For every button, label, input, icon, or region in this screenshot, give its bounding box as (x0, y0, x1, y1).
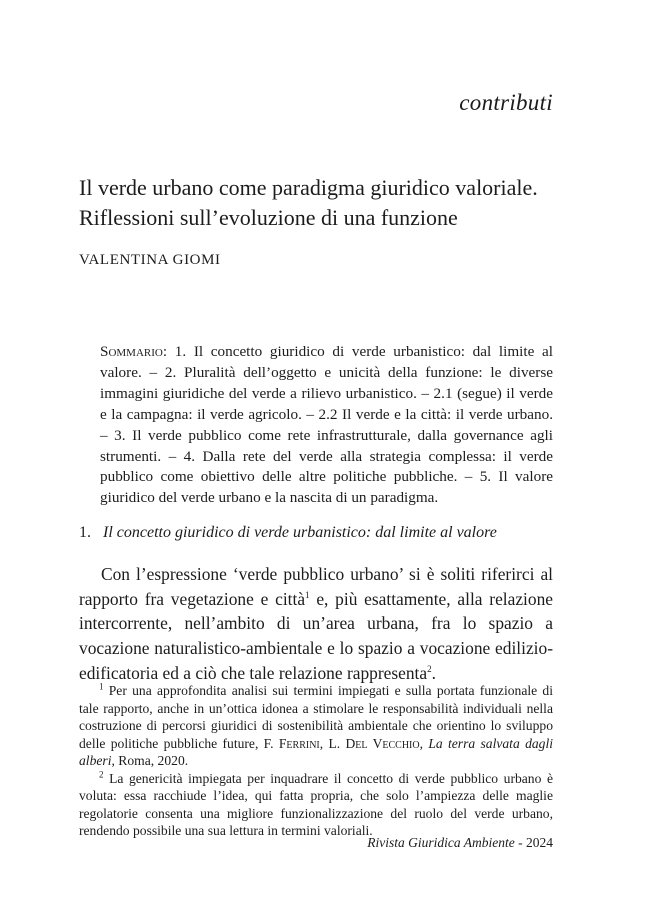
footnotes (79, 682, 553, 840)
section-heading (79, 524, 497, 542)
footer-separator: - (514, 835, 526, 850)
summary (100, 342, 553, 509)
footnote-1-number: 1 (99, 681, 104, 692)
footnote-1-author-1: Ferrini (278, 735, 320, 751)
footer-journal: Rivista Giuridica Ambiente (367, 835, 515, 850)
section-number: 1. (79, 524, 91, 541)
footnote-1 (79, 682, 553, 770)
body-text-part-1: Con l’espressione ‘verde pubblico urbano’ si è soliti riferirci al rapporto fra vegetazione e città (79, 564, 553, 609)
section-heading-text: Il concetto giuridico di verde urbanistico: dal limite al valore (103, 524, 497, 541)
page-footer (367, 835, 553, 851)
footnote-1-text: Per una approfondita analisi sui termini impiegati e sulla portata funzionale di tale rapporto, anche in un’ottica idonea a stimolare le responsabilità individuali nella costruzione di percorsi giuridici di sostenibilità ambientale che orientino lo sviluppo delle politiche pubbliche future, F. (79, 683, 553, 751)
footnote-ref-2: 2 (427, 664, 432, 675)
summary-text: : 1. Il concetto giuridico di verde urbanistico: dal limite al valore. – 2. Pluralità dell’oggetto e unicità della funzione: le diverse immagini giuridiche del verde a rilievo urbanistico. – 2.1 (segue) il verde e la campagna: il verde agricolo. – 2.2 Il verde e la città: il verde urbano. – 3. Il verde pubblico come rete infrastrutturale, dalla governance agli strumenti. – 4. Dalla rete del verde alla strategia complessa: il verde pubblico come obiettivo delle altre politiche pubbliche. – 5. Il valore giuridico del verde urbano e la nascita di un paradigma. (100, 343, 553, 507)
section-label: contributi (459, 90, 553, 115)
body-text-part-3: . (431, 662, 436, 683)
footnote-1-end: , Roma, 2020. (111, 753, 189, 768)
article-title-line-2: Riflessioni sull’evoluzione di una funzione (79, 205, 458, 230)
footnote-1-author-2: Del Vecchio (345, 735, 420, 751)
footnote-2 (79, 770, 553, 840)
footnote-1-book-title: La terra salvata dagli alberi (79, 735, 554, 768)
article-author: VALENTINA GIOMI (79, 252, 221, 268)
footnote-1-comma: , (419, 735, 429, 751)
article-title-line-1: Il verde urbano come paradigma giuridico valoriale. (79, 175, 538, 200)
article-title (79, 173, 579, 233)
footnote-ref-1: 1 (305, 589, 310, 600)
footnote-2-number: 2 (99, 768, 104, 779)
summary-label: Sommario (100, 343, 163, 360)
body-paragraph (79, 562, 553, 686)
footnote-1-separator: , L. (319, 735, 346, 751)
body-text-part-2: e, più esattamente, alla relazione intercorrente, nell’ambito di un’area urbana, fra lo spazio a vocazione naturalistico-ambientale e lo spazio a vocazione edilizio-edificatoria ed a ciò che tale relazione rappresenta (79, 588, 554, 683)
footer-year: 2024 (526, 835, 553, 850)
footnote-2-text: La genericità impiegata per inquadrare il concetto di verde pubblico urbano è voluta: essa racchiude l’idea, qui fatta propria, che solo l’ampiezza delle maglie regolatorie consenta una migliore funzionalizzazione del ruolo del verde urbano, rendendo possibile una sua lettura in termini valoriali. (79, 770, 553, 838)
